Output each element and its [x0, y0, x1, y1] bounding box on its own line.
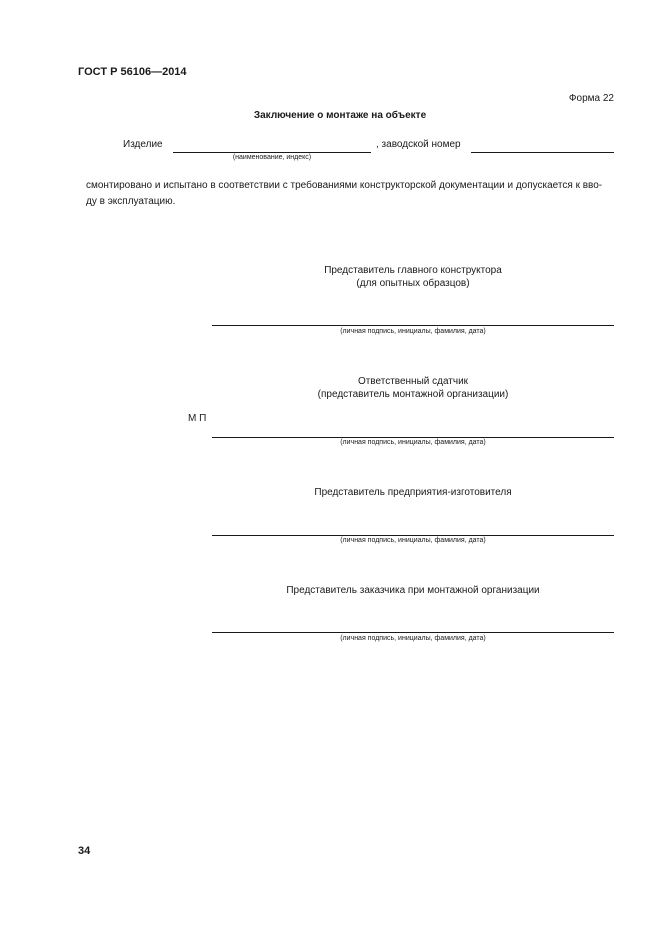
signatory-title-customer: Представитель заказчика при монтажной организации [286, 585, 540, 596]
signature-line-2 [212, 437, 614, 438]
conclusion-text: смонтировано и испытано в соответствии с требованиями конструкторской документации и допускается к вво- ду в эксплуатацию. [86, 180, 603, 207]
serial-number-field-line [471, 152, 614, 153]
product-name-field-line [173, 152, 371, 153]
signature-line-3 [212, 535, 614, 536]
signatory-title-manufacturer: Представитель предприятия-изготовителя [314, 487, 512, 498]
document-standard-header: ГОСТ Р 56106—2014 [78, 66, 187, 78]
signature-hint-2: (личная подпись, инициалы, фамилия, дата) [340, 439, 486, 446]
serial-number-label: , заводской номер [376, 139, 461, 150]
signature-line-4 [212, 632, 614, 633]
signature-hint-1: (личная подпись, инициалы, фамилия, дата) [340, 328, 486, 335]
product-label: Изделие [123, 139, 163, 150]
signature-hint-4: (личная подпись, инициалы, фамилия, дата) [340, 635, 486, 642]
signatory-subtitle-installation-org: (представитель монтажной организации) [317, 389, 509, 400]
document-title: Заключение о монтаже на объекте [253, 110, 427, 121]
product-name-hint: (наименование, индекс) [232, 154, 312, 161]
signature-line-1 [212, 325, 614, 326]
signatory-title-responsible-deliverer: Ответственный сдатчик [357, 376, 469, 387]
page-number: 34 [78, 845, 91, 857]
signature-hint-3: (личная подпись, инициалы, фамилия, дата) [340, 537, 486, 544]
signatory-title-chief-designer: Представитель главного конструктора [324, 265, 502, 276]
signatory-subtitle-prototypes: (для опытных образцов) [356, 278, 470, 289]
stamp-place-label: М П [188, 413, 207, 424]
form-number: Форма 22 [568, 93, 614, 104]
